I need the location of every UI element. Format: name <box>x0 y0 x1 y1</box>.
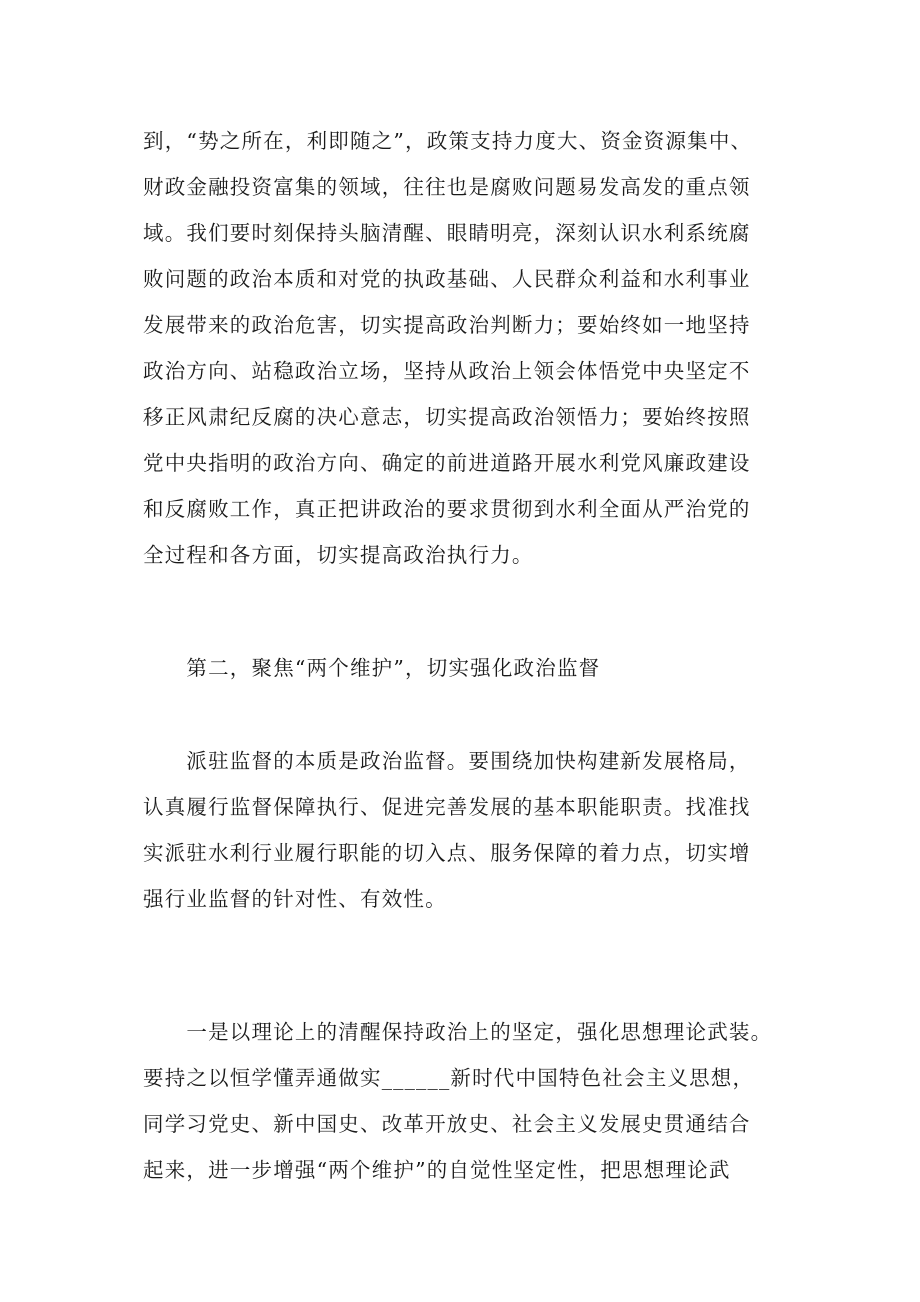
text-line: 认真履行监督保障执行、促进完善发展的基本职能职责。找准找 <box>143 795 751 819</box>
heading-text: 第二，聚焦“两个维护”，切实强化政治监督 <box>143 656 601 680</box>
text-line: 派驻监督的本质是政治监督。要围绕加快构建新发展格局， <box>143 749 751 773</box>
body-paragraph-3 <box>143 1009 803 1193</box>
text-line: 一是以理论上的清醒保持政治上的坚定，强化思想理论武装。 <box>143 1020 773 1044</box>
text-line: 域。我们要时刻保持头脑清醒、眼睛明亮，深刻认识水利系统腐 <box>143 221 751 245</box>
section-heading <box>143 645 803 691</box>
text-line: 实派驻水利行业履行职能的切入点、服务保障的着力点，切实增 <box>143 841 751 865</box>
body-paragraph-1 <box>143 118 803 578</box>
text-line: 全过程和各方面，切实提高政治执行力。 <box>143 543 534 567</box>
text-line: 和反腐败工作，真正把讲政治的要求贯彻到水利全面从严治党的 <box>143 497 751 521</box>
text-line: 发展带来的政治危害，切实提高政治判断力；要始终如一地坚持 <box>143 313 751 337</box>
body-paragraph-2 <box>143 738 803 922</box>
text-line: 败问题的政治本质和对党的执政基础、人民群众利益和水利事业 <box>143 267 751 291</box>
text-line: 要持之以恒学懂弄通做实______新时代中国特色社会主义思想， <box>143 1066 755 1090</box>
text-line: 政治方向、站稳政治立场，坚持从政治上领会体悟党中央坚定不 <box>143 359 751 383</box>
text-line: 党中央指明的政治方向、确定的前进道路开展水利党风廉政建设 <box>143 451 751 475</box>
text-line: 到，“势之所在，利即随之”，政策支持力度大、资金资源集中、 <box>143 129 753 153</box>
text-line: 起来，进一步增强“两个维护”的自觉性坚定性，把思想理论武 <box>143 1158 731 1182</box>
text-line: 移正风肃纪反腐的决心意志，切实提高政治领悟力；要始终按照 <box>143 405 751 429</box>
text-line: 同学习党史、新中国史、改革开放史、社会主义发展史贯通结合 <box>143 1112 751 1136</box>
text-line: 财政金融投资富集的领域，往往也是腐败问题易发高发的重点领 <box>143 175 751 199</box>
text-line: 强行业监督的针对性、有效性。 <box>143 887 447 911</box>
